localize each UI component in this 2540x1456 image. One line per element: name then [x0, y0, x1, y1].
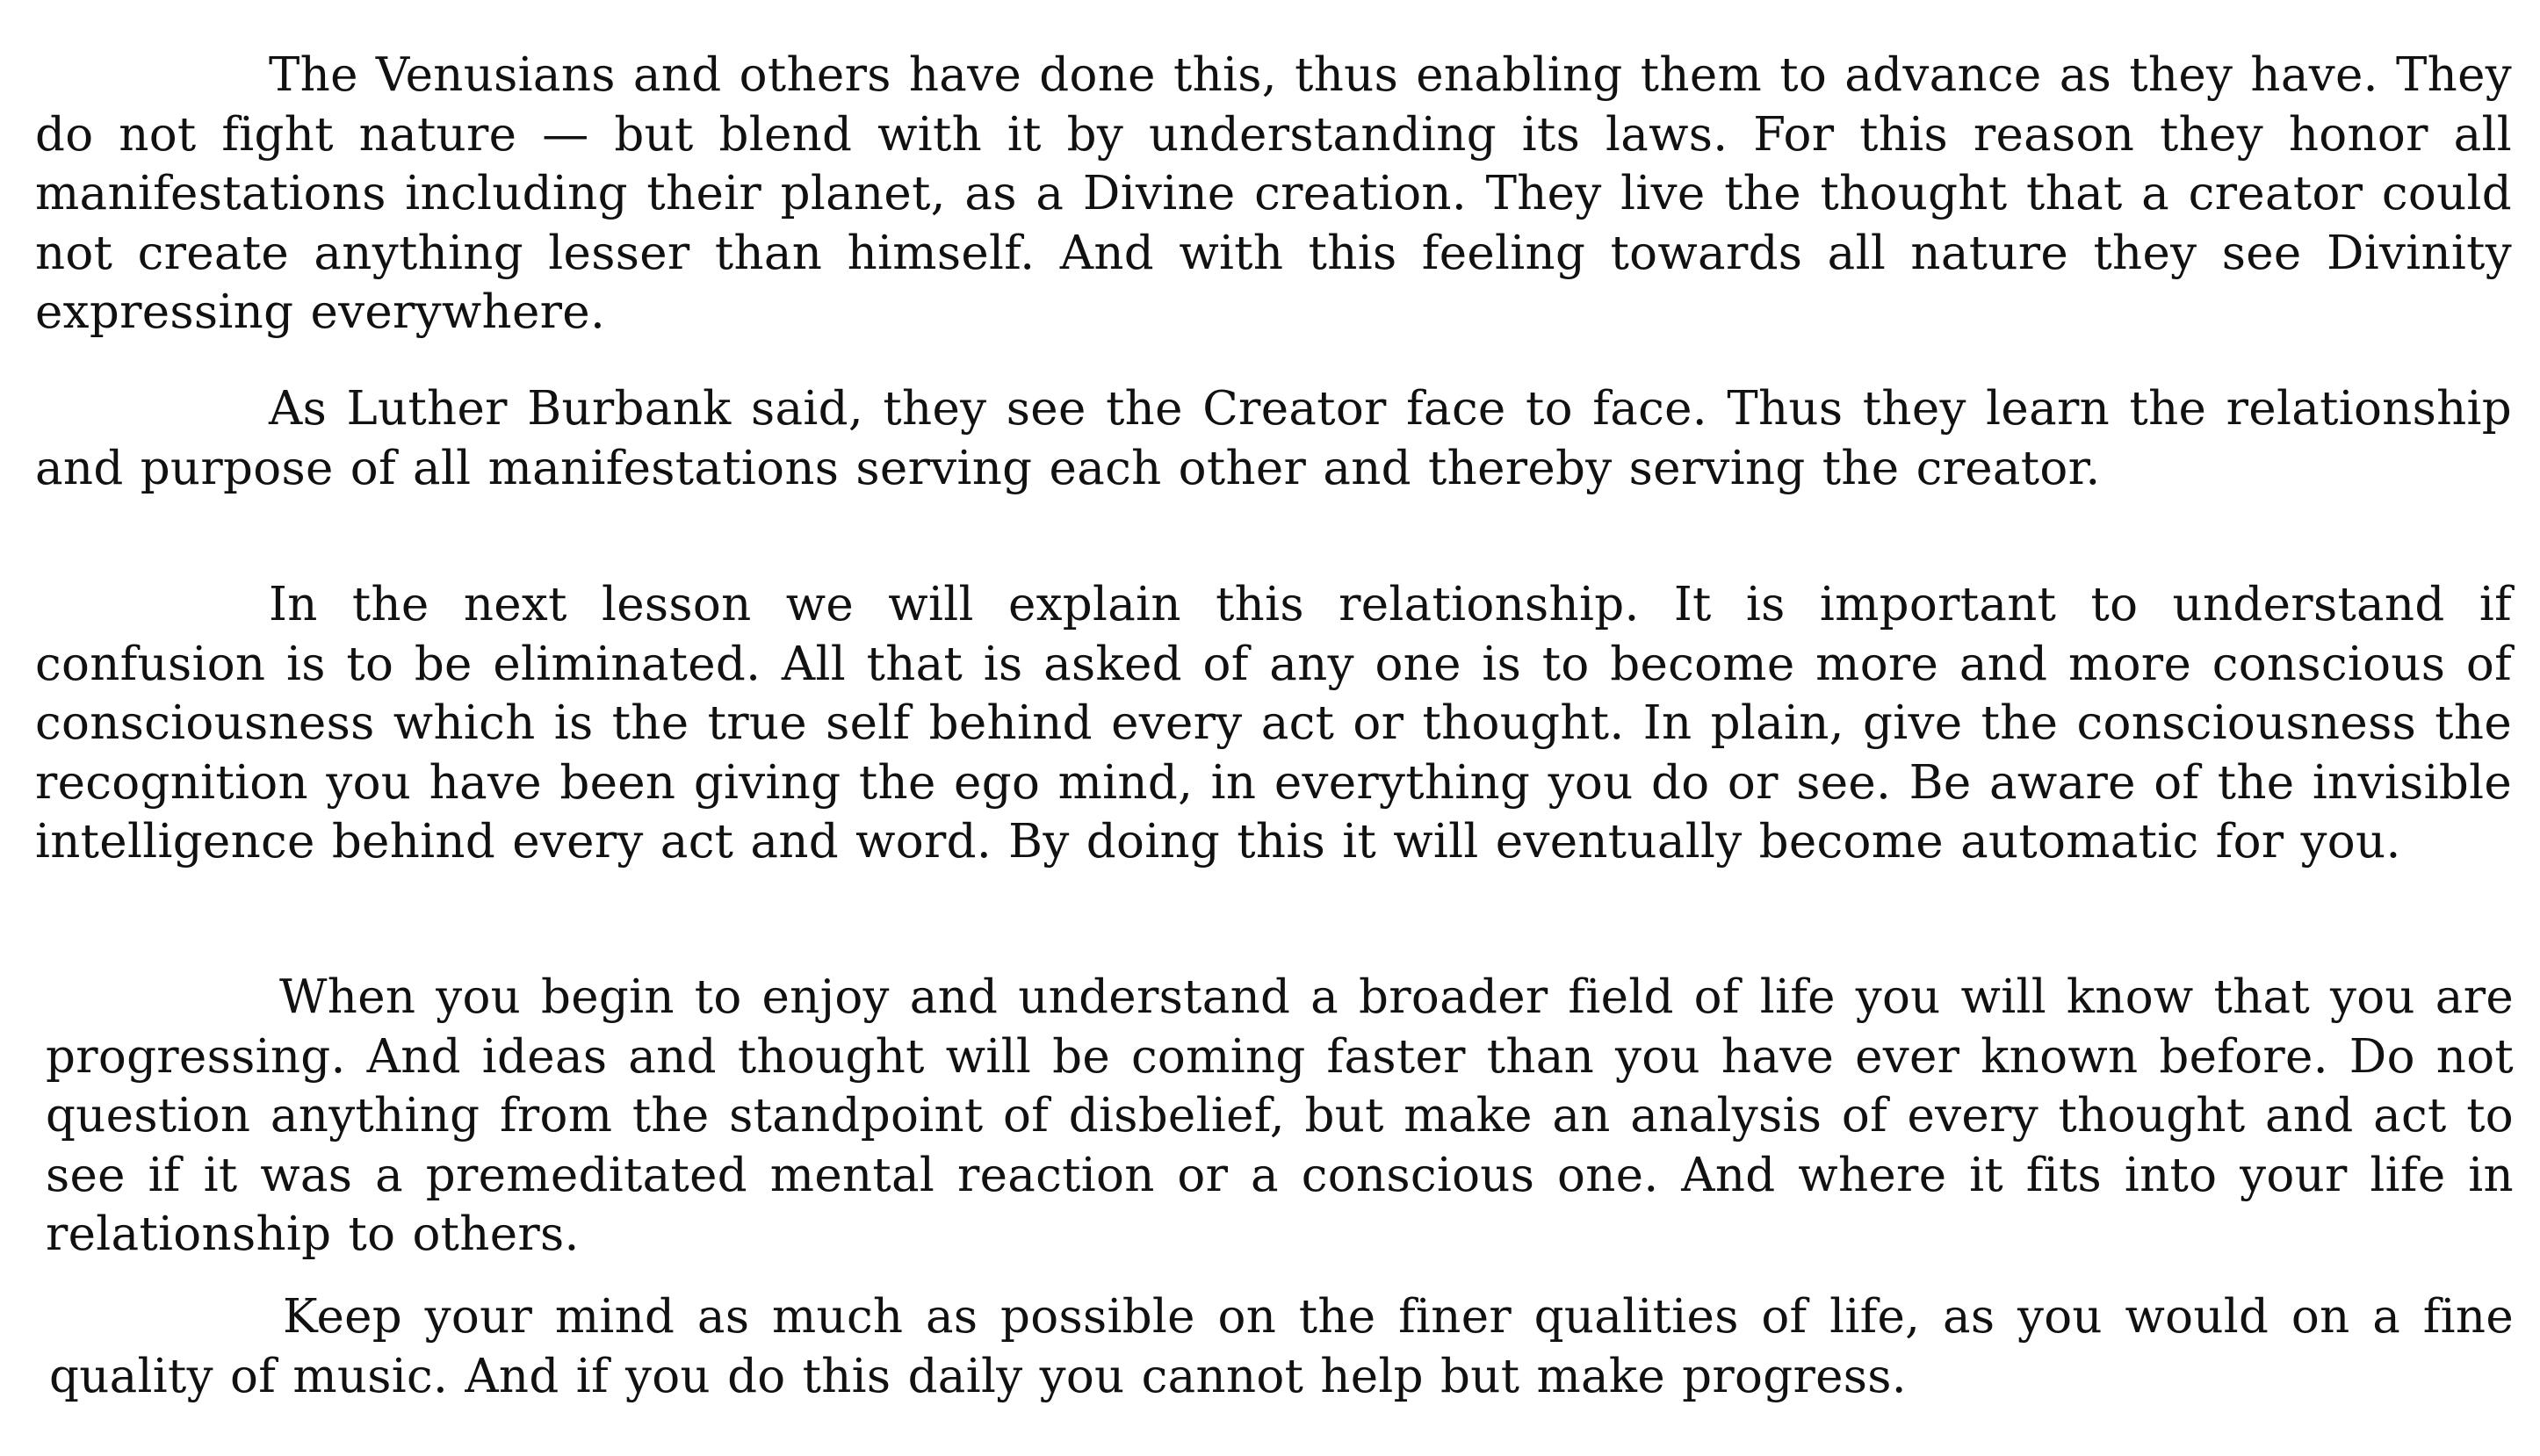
paragraph-finer-qualities: Keep your mind as much as possible on the finer qualities of life, as you would on a fine quality of music. And if you do this daily you cannot help but make progress. — [49, 1290, 2514, 1403]
paragraph-luther-burbank: As Luther Burbank said, they see the Creator face to face. Thus they learn the relationship and purpose of all manifestations serving each other and thereby serving the creator. — [35, 382, 2512, 495]
paragraph-broader-field: When you begin to enjoy and understand a broader field of life you will know that you are progressing. And ideas and thought will be coming faster than you have ever known before. Do not question anything from the standpoint of disbelief, but make an analysis of every thought and act to see if it was a premeditated mental reaction or a conscious one. And where it fits into your life in relationship to others. — [46, 970, 2514, 1261]
paragraph-venusians: The Venusians and others have done this, thus enabling them to advance as they have. They do not fight nature — but blend with it by understanding its laws. For this reason they honor all manifestations including their planet, as a Divine creation. They live the thought that a creator could not create anything lesser than himself. And with this feeling towards all nature they see Divinity expressing everywhere. — [35, 48, 2512, 339]
paragraph-next-lesson: In the next lesson we will explain this relationship. It is important to understand if confusion is to be eliminated. All that is asked of any one is to become more and more conscious of consciousness which is the true self behind every act or thought. In plain, give the consciousness the recognition you have been giving the ego mind, in everything you do or see. Be aware of the invisible intelligence behind every act and word. By doing this it will eventually become automatic for you. — [35, 578, 2512, 869]
